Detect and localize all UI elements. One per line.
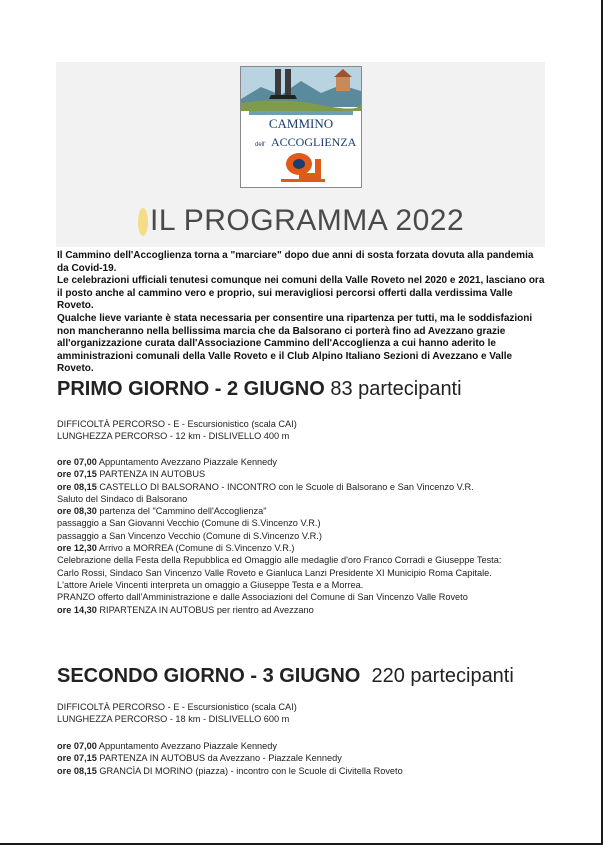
day2-length: LUNGHEZZA PERCORSO - 18 km - DISLIVELLO 600 m — [57, 714, 290, 725]
schedule-item: PRANZO offerto dall'Amministrazione e dalle Associazioni del Comune di San Vincenzo Valle Roveto — [57, 592, 468, 603]
schedule-item: ore 08,15 GRANCÌA DI MORINO (piazza) - incontro con le Scuole di Civitella Roveto — [57, 765, 403, 776]
page-title — [138, 204, 464, 238]
day1-difficulty: DIFFICOLTÀ PERCORSO - E - Escursionistico (scala CAI) — [57, 419, 297, 429]
schedule-item: Celebrazione della Festa della Repubblica ed Omaggio alle medaglie d'oro Franco Corradi e Giuseppe Testa: — [57, 555, 502, 566]
day2-participants: 220 partecipanti — [371, 665, 514, 687]
schedule-item: ore 07,00 Appuntamento Avezzano Piazzale Kennedy — [57, 457, 277, 467]
schedule-item: ore 14,30 RIPARTENZA IN AUTOBUS per rientro ad Avezzano — [57, 604, 314, 615]
svg-text:CAMMINO: CAMMINO — [268, 116, 334, 131]
day2-title-bold: SECONDO GIORNO - 3 GIUGNO — [57, 665, 361, 687]
schedule-item: passaggio a San Giovanni Vecchio (Comune di S.Vincenzo V.R.) — [57, 518, 321, 529]
walker-and-village-logo-icon — [241, 67, 361, 187]
schedule-item: Carlo Rossi, Sindaco San Vincenzo Valle Roveto e Gianluca Lanzi Presidente XI Municipio Roma Capitale. — [57, 567, 492, 578]
schedule-item: ore 08,30 partenza del "Cammino dell'Accoglienza" — [57, 506, 267, 517]
intro-text — [57, 250, 547, 376]
title-highlight-mark — [138, 208, 148, 236]
schedule-item: ore 07,15 PARTENZA IN AUTOBUS da Avezzano - Piazzale Kennedy — [57, 753, 342, 764]
day2-title — [57, 665, 514, 688]
intro-paragraph-3: Qualche lieve variante è stata necessaria per consentire una ripartenza per tutti, ma le soddisfazioni non mancheranno nella bellissima marcia che da Balsorano ci porterà fino ad Avezzano grazie all'organizzazione curata dall'Associazione Cammino dell'Accoglienza a cui hanno aderito le amministrazioni comunali della Valle Roveto e il Club Alpino Italiano Sezioni di Avezzano e Valle Roveto. — [57, 312, 533, 375]
day1-length: LUNGHEZZA PERCORSO - 12 km - DISLIVELLO 400 m — [57, 431, 290, 442]
svg-text:ACCOGLIENZA: ACCOGLIENZA — [271, 135, 357, 149]
schedule-item: ore 08,15 CASTELLO DI BALSORANO - INCONTRO con le Scuole di Balsorano e San Vincenzo V.R. — [57, 481, 474, 492]
page-title-text: IL PROGRAMMA 2022 — [150, 204, 465, 237]
cammino-logo — [240, 66, 362, 188]
day2-route-info — [57, 701, 557, 726]
intro-paragraph-1: Il Cammino dell'Accoglienza torna a "marciare" dopo due anni di sosta forzata dovuta alla pandemia da Covid-19. — [57, 250, 534, 274]
svg-text:dell': dell' — [255, 142, 266, 148]
intro-paragraph-2: Le celebrazioni ufficiali tenutesi comunque nei comuni della Valle Roveto nel 2020 e 2021, lasciano ora il posto anche al cammino vero e proprio, sui meravigliosi percorsi offerti dalla verdissima Valle Roveto. — [57, 275, 545, 312]
day1-title-bold: PRIMO GIORNO - 2 GIUGNO — [57, 378, 325, 400]
schedule-item: ore 07,15 PARTENZA IN AUTOBUS — [57, 469, 206, 480]
schedule-item: passaggio a San Vincenzo Vecchio (Comune di S.Vincenzo V.R.) — [57, 530, 322, 541]
day2-difficulty: DIFFICOLTÀ PERCORSO - E - Escursionistico (scala CAI) — [57, 702, 297, 712]
day1-participants: 83 partecipanti — [330, 378, 462, 400]
day1-route-info — [57, 418, 557, 443]
schedule-item: L'attore Ariele Vincenti interpreta un omaggio a Giuseppe Testa e a Morrea. — [57, 579, 364, 590]
day1-title — [57, 378, 462, 401]
day2-schedule — [57, 740, 557, 777]
day1-schedule — [57, 456, 557, 616]
schedule-item: Saluto del Sindaco di Balsorano — [57, 493, 188, 504]
schedule-item: ore 07,00 Appuntamento Avezzano Piazzale Kennedy — [57, 741, 277, 751]
schedule-item: ore 12,30 Arrivo a MORREA (Comune di S.Vincenzo V.R.) — [57, 543, 295, 554]
